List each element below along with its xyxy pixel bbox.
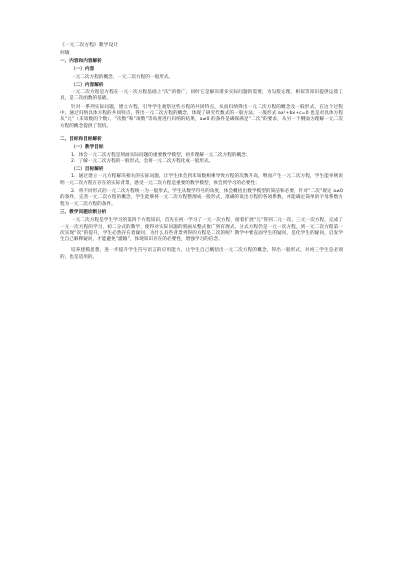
- subheading-content: （一）内容: [71, 67, 95, 73]
- section-heading-3: 三、教学问题诊断分析: [60, 209, 107, 215]
- goal-item: 1．体会一元二次方程是刻画实际问题的重要数学模型，初步理解一元二次方程的概念；: [71, 152, 251, 158]
- paragraph: 一元二次方程是方程在一元一次方程基础上“次”的推广，同时它是解决诸多实际问题的需要，为勾股定理、相似等知识提供运算工具，是二次函数的基础。: [60, 90, 343, 102]
- paragraph: 培养建模思想，进一步提升学生符号语言的应用能力，让学生自己概括出一元二次方程的概念，得出一般形式，对初三学生是必须的，也是适用的。: [60, 248, 343, 260]
- paragraph: 针对一系列实际问题，建立方程，引导学生观察这些方程的共同特点，从而归纳得出一元二次方程的概念及一般形式。在这个过程中，通过归纳具体方程的共同特点，得出一元二次方程的概念，体现了研究代数式的一般方法；一般形式 ax²+bx+c=0 也是对具体方程从“元”（未知数的个数）、“次数”和“项数”等角度进行归纳的结果，a≠0 的条件是确保满足“二次”的要求，从另一个侧面为理解一元二次方程的概念提供了契机。: [60, 104, 343, 129]
- paragraph: 一元二次方程是学生学习的第四个方程知识，首先在初一学习了一元一次方程，接着扩展“元”得到二元一次、三元一次方程，完成了一元一次方程的学习，初二分式的教学，使得对实际问题的刻画从整式推广到有理式，分式方程仍是一元一次方程，到一元二次方程第一次实现“次”的提升，学生必然存在着疑问，为什么有些背景列得的方程是二次的呢？教学中要直面学生的疑问，是化学生的疑问，启发学生自己解释疑问，才能避免“灌输”，体现知识存在的必要性，增强学习的信念。: [60, 218, 343, 243]
- document-body: [60, 43, 343, 263]
- paragraph: 一元二次方程的概念，一元二次方程的一般形式。: [71, 74, 174, 80]
- section-heading-2: 二、目标和目标解析: [60, 136, 102, 142]
- document-title: 《一元二次方程》教学设计: [60, 43, 119, 48]
- subheading-goal-analysis: （二）目标解析: [71, 167, 104, 173]
- author-name: 何敏: [60, 51, 70, 56]
- paragraph: 1．通过建立一元方程解决相关的实际问题，让学生体会到未知数相乘导致方程的次数升高，继而产生一元二次方程，学生能举例说明一元二次方程在存在的实际背景，感受一元二次方程是重要的数学模型，体会到学习的必要性；: [60, 174, 343, 186]
- goal-item: 2．了解一元二次方程的一般形式，会将一元二次方程化成一般形式。: [71, 158, 214, 164]
- section-heading-1: 一、内容和内容解析: [60, 59, 102, 64]
- subheading-content-analysis: （二）内容解析: [71, 82, 104, 88]
- paragraph: 2．将不同形式的一元二次方程统一为一般形式，学生从数学符号的角度，体会概括出数学模型的简洁和必要，针对“二次”规定 a≠0 的条件，完善一元二次方程的概念，学生能够将一元二次方程整理成一般形式，准确的说出方程的各项系数，并能确定简单的字母系数方程为一元二次方程的条件。: [60, 189, 343, 207]
- subheading-teaching-goals: （一）教学目标: [71, 145, 104, 151]
